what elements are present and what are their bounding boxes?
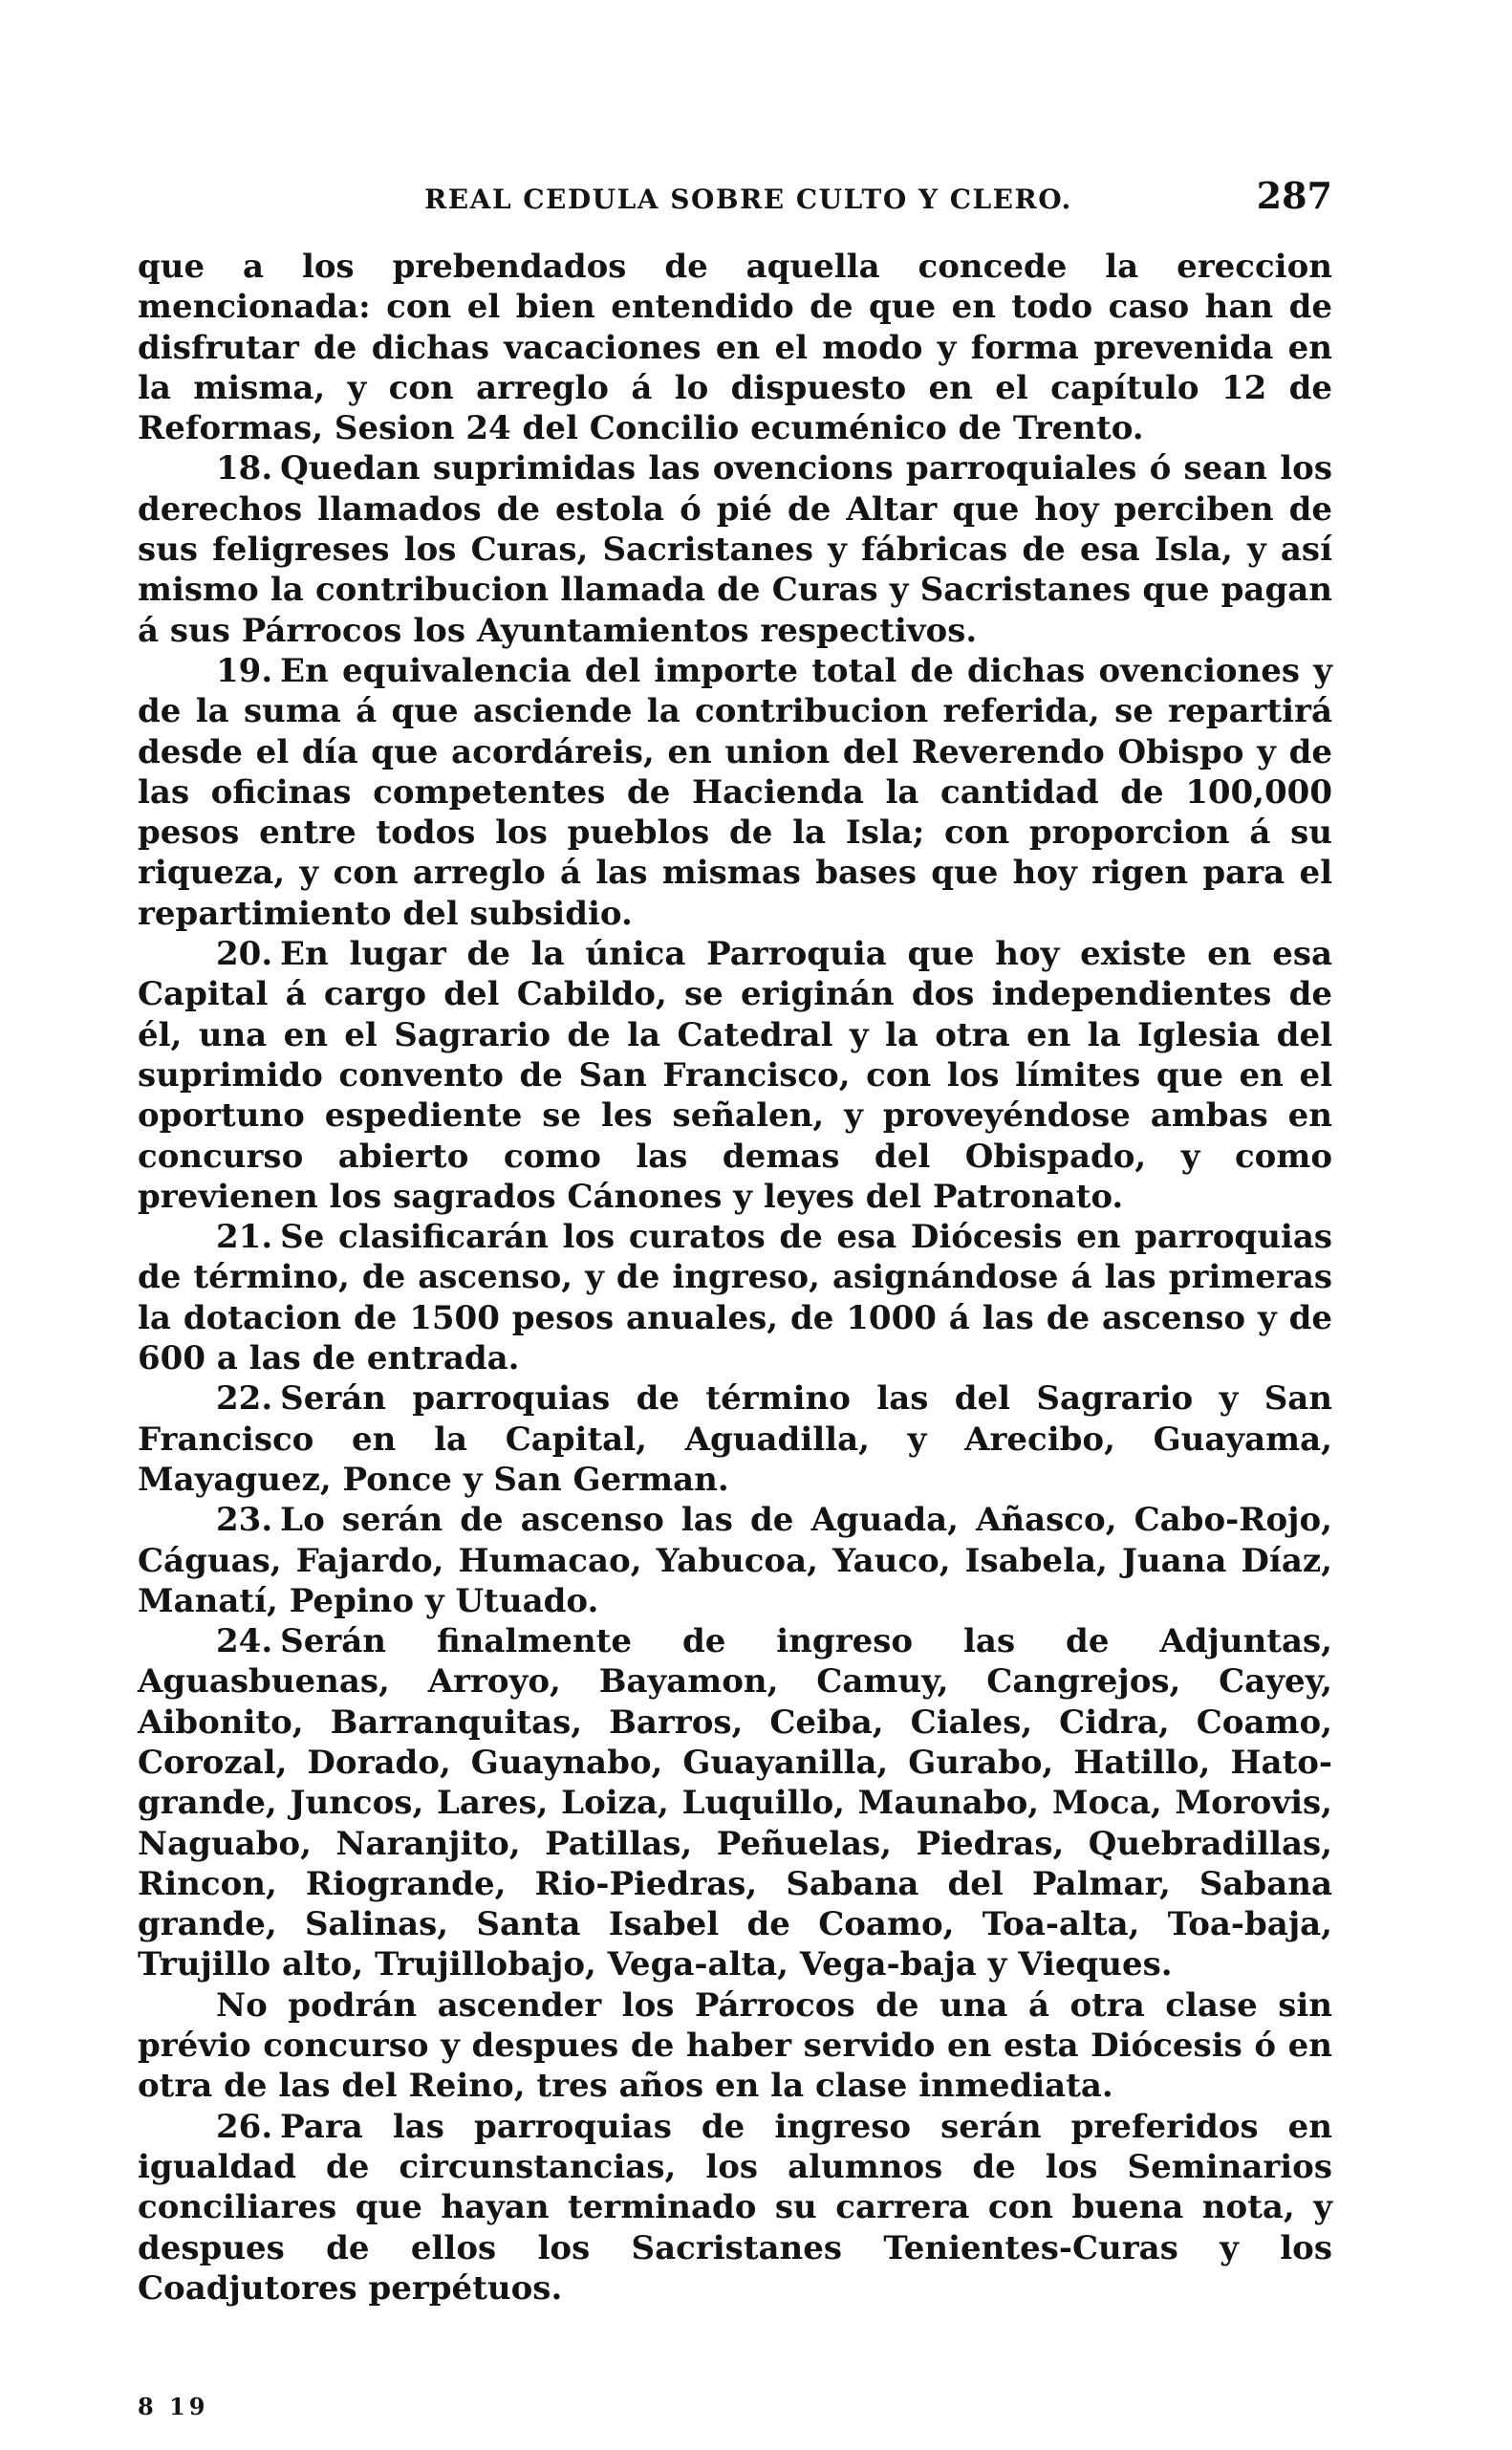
- body-text: [138, 247, 1332, 2309]
- paragraph-number: 18.: [216, 449, 273, 488]
- paragraph-text: Lo serán de ascenso las de Aguada, Añasco, Cabo-Rojo, Cáguas, Fajardo, Humacao, Yabucoa, Yauco, Isabela, Juana Díaz, Manatí, Pepino y Utuado.: [138, 1501, 1332, 1620]
- paragraph-text: Para las parroquias de ingreso serán preferidos en igualdad de circunstancias, los alumnos de los Seminarios conciliares que hayan terminado su carrera con buena nota, y despues de ellos los Sacristanes Tenientes-Curas y los Coadjutores perpétuos.: [138, 2107, 1332, 2308]
- paragraph-22: [138, 1378, 1332, 1500]
- paragraph-number: 20.: [216, 935, 273, 974]
- paragraph-text: En lugar de la única Parroquia que hoy existe en esa Capital á cargo del Cabildo, se eriginán dos independientes de él, una en el Sagrario de la Catedral y la otra en la Iglesia del suprimido convento de San Francisco, con los límites que en el oportuno espediente se les señalen, y proveyéndose ambas en concurso abierto como las demas del Obispado, y como previenen los sagrados Cánones y leyes del Patronato.: [138, 935, 1332, 1216]
- paragraph-18: [138, 448, 1332, 650]
- paragraph-number: 19.: [216, 651, 273, 690]
- running-title: REAL CEDULA SOBRE CULTO Y CLERO.: [424, 184, 1072, 215]
- paragraph-23: [138, 1500, 1332, 1621]
- paragraph-text: Serán parroquias de término las del Sagrario y San Francisco en la Capital, Aguadilla, y Arecibo, Guayama, Mayaguez, Ponce y San German.: [138, 1379, 1332, 1499]
- paragraph-text: En equivalencia del importe total de dichas ovenciones y de la suma á que asciende la contribucion referida, se repartirá desde el día que acordáreis, en union del Reverendo Obispo y de las oficinas competentes de Hacienda la cantidad de 100,000 pesos entre todos los pueblos de la Isla; con proporcion á su riqueza, y con arreglo á las mismas bases que hoy rigen para el repartimiento del subsidio.: [138, 651, 1332, 933]
- paragraph-text: Quedan suprimidas las ovencions parroquiales ó sean los derechos llamados de estola ó pié de Altar que hoy perciben de sus feligreses los Curas, Sacristanes y fábricas de esa Isla, y así mismo la contribucion llamada de Curas y Sacristanes que pagan á sus Párrocos los Ayuntamientos respectivos.: [138, 449, 1332, 650]
- paragraph-continuation: [138, 247, 1332, 448]
- paragraph-number: 22.: [216, 1379, 273, 1419]
- paragraph-21: [138, 1217, 1332, 1378]
- paragraph-number: 23.: [216, 1501, 273, 1540]
- paragraph-text: Se clasificarán los curatos de esa Diócesis en parroquias de término, de ascenso, y de ingreso, asignándose á las primeras la dotacion de 1500 pesos anuales, de 1000 á las de ascenso y de 600 a las de entrada.: [138, 1218, 1332, 1378]
- paragraph-unnumbered: [138, 1985, 1332, 2107]
- paragraph-26: [138, 2107, 1332, 2309]
- paragraph-text: Serán finalmente de ingreso las de Adjuntas, Aguasbuenas, Arroyo, Bayamon, Camuy, Cangrejos, Cayey, Aibonito, Barranquitas, Barros, Ceiba, Ciales, Cidra, Coamo, Corozal, Dorado, Guaynabo, Guayanilla, Gurabo, Hatillo, Hato-grande, Juncos, Lares, Loiza, Luquillo, Maunabo, Moca, Morovis, Naguabo, Naranjito, Patillas, Peñuelas, Piedras, Quebradillas, Rincon, Riogrande, Rio-Piedras, Sabana del Palmar, Sabana grande, Salinas, Santa Isabel de Coamo, Toa-alta, Toa-baja, Trujillo alto, Trujillobajo, Vega-alta, Vega-baja y Vieques.: [138, 1622, 1332, 1984]
- signature-mark: 8 19: [138, 2393, 209, 2420]
- running-head: [138, 174, 1332, 228]
- paragraph-number: 21.: [216, 1218, 273, 1257]
- page-number: 287: [1256, 174, 1332, 217]
- paragraph-text: que a los prebendados de aquella concede la ereccion mencionada: con el bien entendido de que en todo caso han de disfrutar de dichas vacaciones en el modo y forma prevenida en la misma, y con arreglo á lo dispuesto en el capítulo 12 de Reformas, Sesion 24 del Concilio ecuménico de Trento.: [138, 248, 1332, 448]
- paragraph-number: 24.: [216, 1622, 273, 1661]
- paragraph-19: [138, 651, 1332, 934]
- paragraph-24: [138, 1621, 1332, 1985]
- paragraph-20: [138, 934, 1332, 1217]
- paragraph-text: No podrán ascender los Párrocos de una á otra clase sin prévio concurso y despues de haber servido en esta Diócesis ó en otra de las del Reino, tres años en la clase inmediata.: [138, 1985, 1332, 2106]
- paragraph-number: 26.: [216, 2107, 273, 2146]
